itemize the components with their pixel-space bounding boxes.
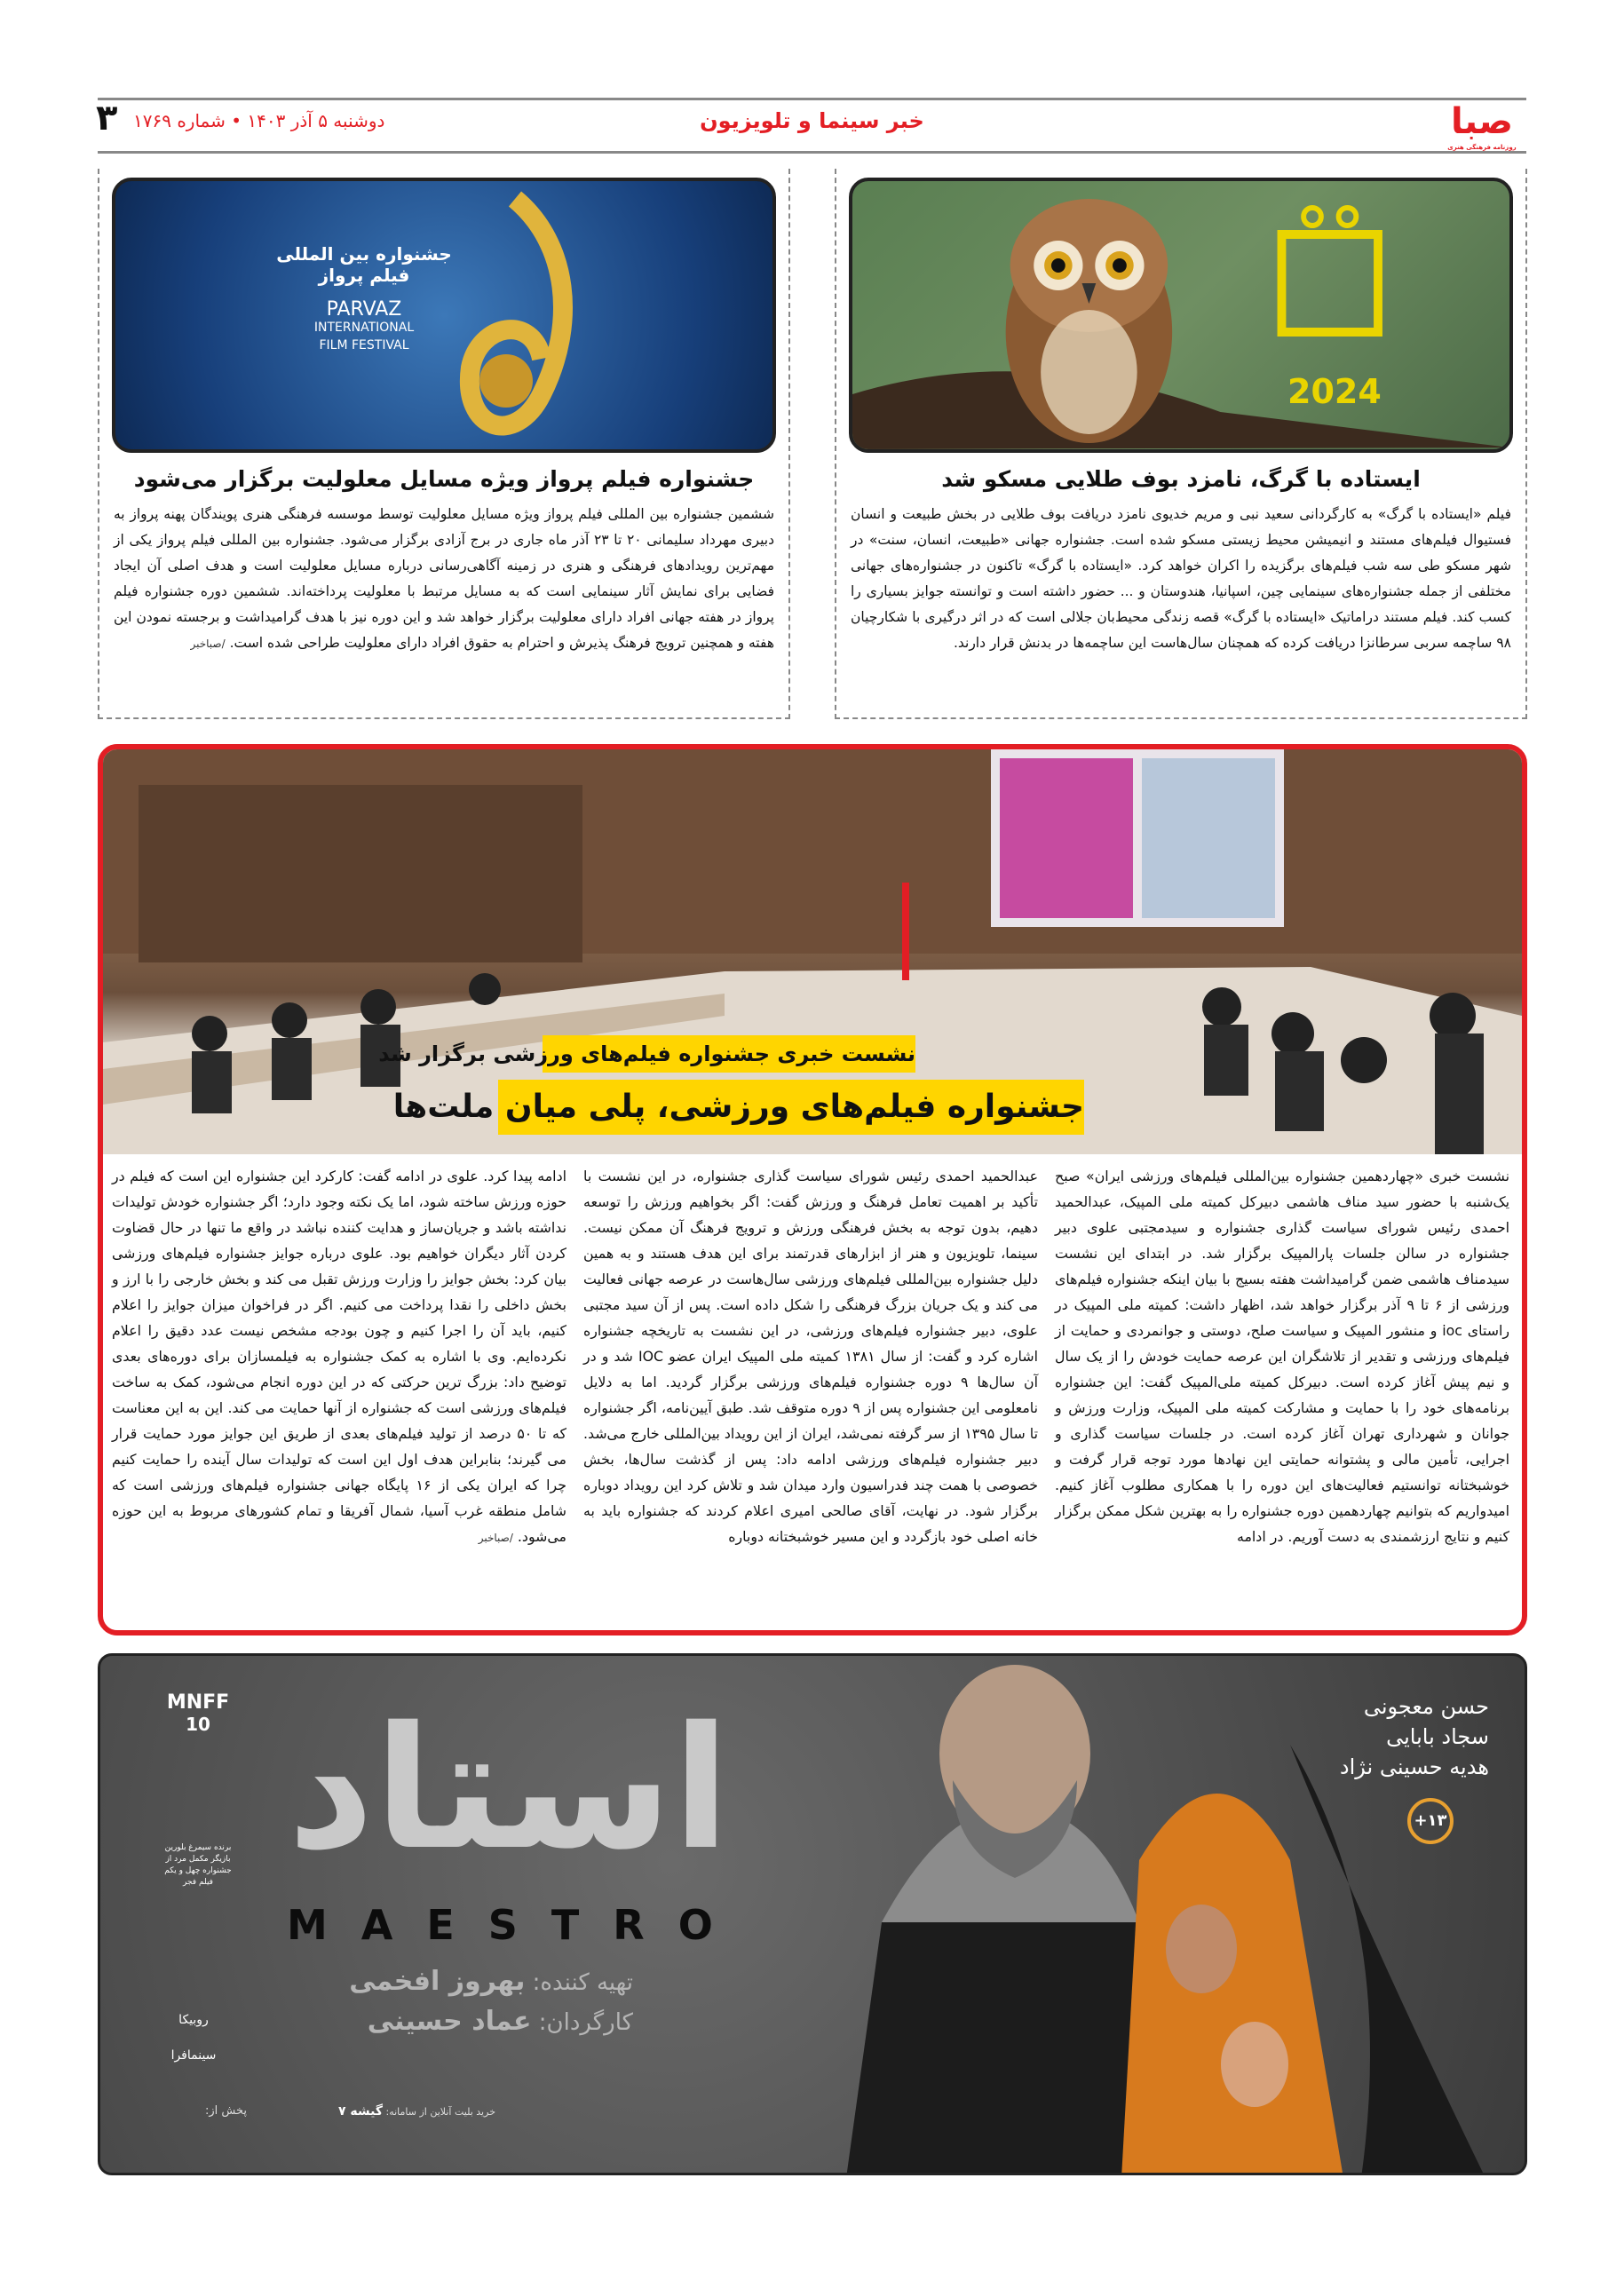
page-number: ۳ — [96, 98, 118, 139]
logo-line: PARVAZ — [326, 298, 402, 321]
logo-line: FILM FESTIVAL — [319, 338, 409, 352]
article-parvaz — [98, 169, 790, 719]
badge-text: MNFF — [166, 1691, 230, 1714]
distribution — [162, 2104, 247, 2118]
ticket-info[interactable] — [265, 2104, 495, 2119]
cast-member: هدیه حسینی نژاد — [1339, 1754, 1489, 1779]
cast-member: حسن معجونی — [1363, 1694, 1489, 1719]
header-bottom-rule — [98, 151, 1526, 154]
ticket-label: خرید بلیت آنلاین از سامانه: — [385, 2106, 495, 2118]
distribution-label: پخش از: — [205, 2104, 247, 2118]
badge-edition: 10 — [186, 1714, 210, 1735]
logo-subtitle: روزنامه فرهنگی هنری — [1447, 144, 1517, 151]
year-label: 2024 — [1287, 372, 1382, 411]
film-title-en: MAESTRO — [287, 1901, 747, 1949]
logo-line: INTERNATIONAL — [313, 321, 415, 335]
article-body: فیلم «ایستاده با گرگ» به کارگردانی سعید نبی و مریم خدیوی نامزد دریافت بوف طلایی در بخش طبیعت و انسان فستیوال فیلم‌های مستند و انیمیشن محیط زیستی مسکو شده است. جشنواره جهانی «طبیعت، انسان، سنت» در شهر مسکو طی سه شب فیلم‌های برگزیده را اکران خواهد کرد. «ایستاده با گرگ» تاکنون در جشنواره‌های جهانی مختلفی از جمله جشنواره‌های سینمایی چین، اسپانیا، هندوستان و ... حضور داشته است و توانسته جوایز بسیاری را کسب کند. فیلم مستند دراماتیک «ایستاده با گرگ» قصه زندگی محیط‌بان جلالی است که در اثر درگیری با شکارچیان ۹۸ ساچمه سربی سرطانزا دریافت کرده که همچنان سال‌هاست این ساچمه‌ها در بدنش قرار دارند. — [851, 506, 1511, 651]
article-owl — [835, 169, 1527, 719]
section-title: خبر سینما و تلویزیون — [700, 108, 924, 133]
article-headline: جشنواره فیلم پرواز ویژه مسایل معلولیت برگزار می‌شود — [133, 466, 755, 492]
film-title-fa: استاد — [287, 1691, 731, 1887]
mnff-badge — [149, 1691, 247, 1735]
producer-label: تهیه کننده: — [532, 1969, 633, 1996]
sponsor-rubika: روبیکا — [178, 2013, 209, 2027]
director-label: کارگردان: — [538, 2009, 633, 2036]
column-text: ادامه پیدا کرد. علوی در ادامه گفت: کارکرد این جشنواره این است که فیلم در حوزه ورزش ساخته شود، اما یک نکته وجود دارد؛ اگر جشنواره خودش تولیدات نداشته باشد و جریان‌ساز و هدایت کننده نباشد در واقع ما تنها در حال قضاوت کردن آثار دیگران خواهیم بود. علوی درباره جوایز جشنواره فیلم‌های ورزشی بیان کرد: بخش جوایز را وزارت ورزش تقبل می کند و بخش خارجی را با ارز و بخش داخلی را نقدا پرداخت می کنیم. اگر در فراخوان میزان جوایز را اعلام کنیم، باید آن را اجرا کنیم و چون بودجه مشخص نیست عدد دقیق را اعلام نکرده‌ایم. وی با اشاره به کمک جشنواره به فیلمسازان برای دوره‌های بعدی توضیح داد: بزرگ ترین حرکتی که در این دوره انجام می‌شود، کمک به ساخت فیلم‌های ورزشی است که جشنواره از آنها حمایت می کند. این به این معناست که تا ۵۰ درصد از تولید فیلم‌های بعدی از طریق این جوایز مورد حمایت قرار می گیرند؛ بنابراین هدف اول این است که تولیدات سال آینده را حمایت کنیم چرا که ایران یکی از ۱۶ پایگاه جهانی جشنواره فیلم‌های ورزشی است که شامل منطقه غرب آسیا، شمال آفریقا و تمام کشورهای مربوط به این حوزه می‌شود. — [112, 1168, 566, 1545]
credits — [278, 1962, 633, 2042]
article-body — [114, 502, 774, 657]
cast-member: سجاد بابایی — [1386, 1724, 1489, 1749]
source-credit: /صباخبر — [478, 1532, 513, 1544]
parvaz-logo-fa: جشنواره بین المللی فیلم پرواز — [276, 243, 452, 286]
story-headline: جشنواره فیلم‌های ورزشی، پلی میان ملت‌ها — [498, 1080, 1084, 1135]
story-column-1: نشست خبری «چهاردهمین جشنواره بین‌المللی فیلم‌های ورزشی ایران» صبح یک‌شنبه با حضور سید مناف هاشمی دبیرکل کمیته ملی المپیک، عبدالحمید احمدی رئیس شورای سیاست گذاری جشنواره و سیدمجتبی علوی دبیر جشنواره در سالن جلسات پارالمپیک برگزار شد. در ابتدای این نشست سیدمناف هاشمی ضمن گرامیداشت هفته بسیج با بیان اینکه جشنواره فیلم‌های ورزشی از ۶ تا ۹ آذر برگزار خواهد شد، اظهار داشت: کمیته ملی المپیک در راستای ioc و منشور المپیک و سیاست صلح، دوستی و جوانمردی و حمایت از فیلم‌های ورزشی و تقدیر از تلاشگران این عرصه حمایت خودش را از یک سال و نیم پیش آغاز کرده است. دبیرکل کمیته ملی‌المپیک گفت: این جشنواره برنامه‌های خود را با حمایت و مشارکت کمیته ملی المپیک، وزارت ورزش و جوانان و شهرداری تهران آغاز کرده است. در جلسات سیاست گذاری و اجرایی، تأمین مالی و پشتوانه حمایتی این نهادها مورد توجه قرار گرفت و خوشبختانه توانستیم فعالیت‌های این دوره را با همکاری مطلوب آغاز کنیم. امیدواریم که بتوانیم چهاردهمین دوره جشنواره را به بهترین شکل ممکن برگزار کنیم و نتایج ارزشمندی به دست آوریم. در ادامه — [1055, 1168, 1509, 1545]
header-top-rule — [98, 98, 1526, 100]
story-column-2: عبدالحمید احمدی رئیس شورای سیاست گذاری جشنواره، در این نشست با تأکید بر اهمیت تعامل فرهنگ و ورزش گفت: اگر بخواهیم ورزش را توسعه دهیم، بدون توجه به بخش فرهنگی ورزش و ترویج فرهنگ آن ممکن نیست. سینما، تلویزیون و هنر از ابزارهای قدرتمند برای این هدف هستند و به همین دلیل جشنواره بین‌المللی فیلم‌های ورزشی سال‌هاست در عرصه جهانی فعالیت می کند و یک جریان بزرگ فرهنگی را شکل داده است. پس از آن سید مجتبی علوی، دبیر جشنواره فیلم‌های ورزشی، در این نشست به تاریخچه جشنواره اشاره کرد و گفت: از سال ۱۳۸۱ کمیته ملی المپیک ایران عضو IOC شد و در آن سال‌ها ۹ دوره جشنواره فیلم‌های ورزشی برگزار گردید. اما به دلایل نامعلومی این جشنواره پس از ۹ دوره متوقف شد. طبق آیین‌نامه، اگر جشنواره تا سال ۱۳۹۵ از سر گرفته نمی‌شد، ایران از این رویداد بین‌المللی خارج می‌شد. دبیر جشنواره فیلم‌های ورزشی ادامه داد: پس از گذشت سال‌ها، بخش خصوصی با همت چند فدراسیون وارد میدان شد و تلاش کرد این رویداد دوباره برگزار شود. در نهایت، آقای صالحی امیری اعلام کردند که جشنواره باید به خانه اصلی خود بازگردد و این مسیر خوشبختانه دوباره — [583, 1168, 1039, 1545]
age-rating-badge: +۱۳ — [1407, 1798, 1454, 1844]
award-text: برنده سیمرغ بلورین بازیگر مکمل مرد از جشنواره چهل و یکم فیلم فجر — [164, 1843, 232, 1887]
director-name: عماد حسینی — [367, 2006, 532, 2037]
story-kicker: نشست خبری جشنواره فیلم‌های ورزشی برگزار شد — [543, 1035, 915, 1073]
sponsor-cinemafara: سینمافرا — [170, 2048, 217, 2063]
issue-dateline: دوشنبه ۵ آذر ۱۴۰۳ • شماره ۱۷۶۹ — [133, 110, 385, 131]
sponsor-logos — [154, 2002, 234, 2073]
golden-film-reel-emblem — [444, 190, 586, 447]
body-text: ششمین جشنواره بین المللی فیلم پرواز ویژه مسایل معلولیت توسط موسسه فرهنگی هنری پویندگان پهنه پرواز به دبیری مهرداد سلیمانی ۲۰ تا ۲۳ آذر ماه جاری در برج آزادی برگزار می‌شود. جشنواره بین المللی فیلم پرواز یکی از مهم‌ترین رویدادهای فرهنگی و هنری در زمینه آگاهی‌رسانی درباره مسایل معلولیت است و هدف اصلی آن ایجاد فضایی برای نمایش آثار سینمایی است که به مسایل مرتبط با معلولیت پرداخته‌اند. ششمین دوره جشنواره فیلم پرواز در هفته جهانی افراد دارای معلولیت برگزار خواهد شد و این دوره نیز با هدف گرامیداشت و برجسته نمودن این هفته و همچنین ترویج فرهنگ پذیرش و احترام به حقوق افراد دارای معلولیت طراحی شده است. — [114, 506, 774, 651]
maestro-film-ad[interactable] — [98, 1653, 1527, 2175]
source-credit: /صباخبر — [190, 638, 226, 650]
owl-illustration — [852, 181, 1509, 449]
owl-image — [849, 178, 1513, 453]
producer-name: بهروز افخمی — [349, 1966, 526, 1997]
newspaper-logo[interactable] — [1438, 99, 1526, 149]
story-column-3 — [112, 1163, 566, 1551]
ticket-brand: گیشه ۷ — [338, 2104, 384, 2119]
press-conference-photo — [103, 749, 1522, 1154]
main-story — [98, 744, 1527, 1635]
article-headline: ایستاده با گرگ، نامزد بوف طلایی مسکو شد — [941, 466, 1421, 492]
parvaz-logo-en — [266, 298, 462, 354]
cast-list — [1258, 1691, 1489, 1782]
parvaz-festival-image — [112, 178, 776, 453]
logo-text: صبا — [1451, 101, 1513, 142]
